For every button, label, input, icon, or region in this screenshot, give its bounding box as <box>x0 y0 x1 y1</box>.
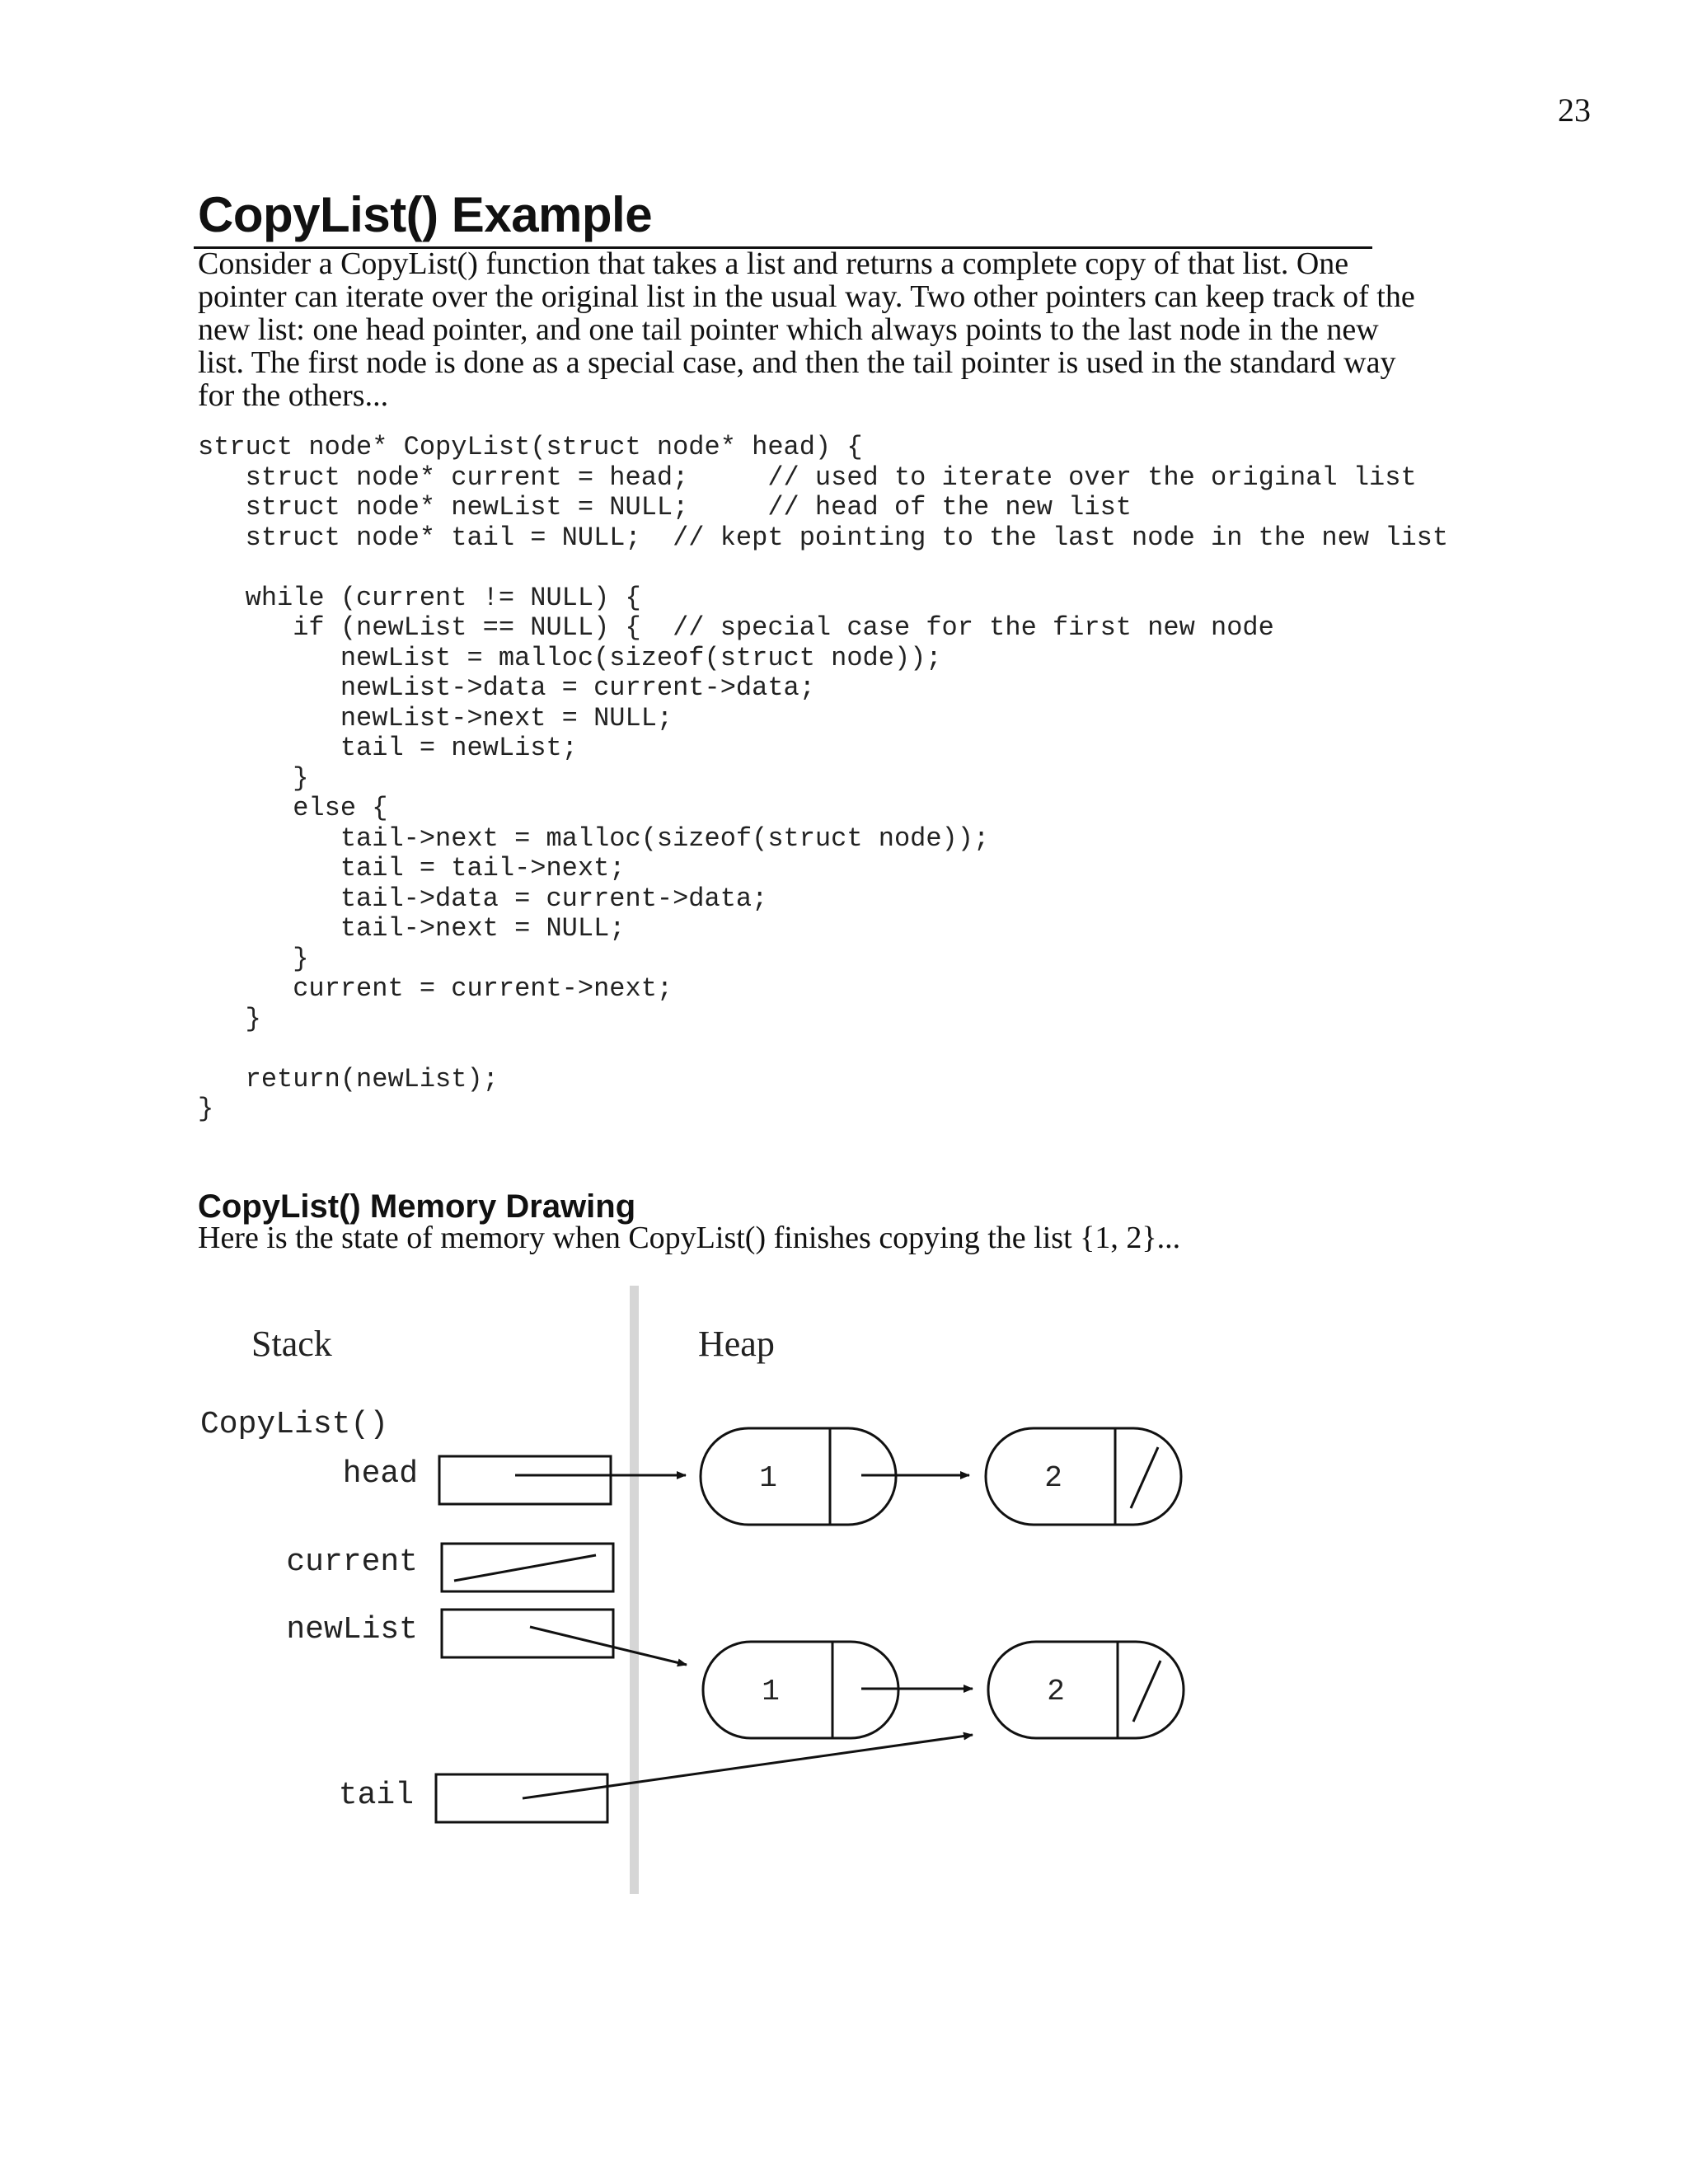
var-label-current: current <box>286 1544 418 1580</box>
intro-paragraph: Consider a CopyList() function that takes a list and returns a complete copy of that list. One pointer can iterate over the original list in the usual way. Two other pointers can keep track of the new list: one head pointer, and one tail pointer which always points to the last node in the new list. The first node is done as a special case, and then the tail pointer is used in the standard way for the others... <box>198 246 1415 413</box>
memory-diagram <box>0 1269 1688 1929</box>
page-number: 23 <box>1558 91 1591 129</box>
new-node-2-value: 2 <box>1047 1675 1065 1708</box>
new-node-1-value: 1 <box>762 1675 780 1708</box>
null-slash-original-tail <box>1131 1447 1158 1508</box>
original-node-2 <box>986 1428 1181 1525</box>
null-slash-current <box>454 1555 596 1581</box>
var-label-tail: tail <box>338 1778 414 1813</box>
var-label-newList: newList <box>286 1612 418 1647</box>
var-label-head: head <box>342 1456 418 1492</box>
var-box-newList <box>442 1610 613 1657</box>
var-box-head <box>439 1456 611 1504</box>
original-node-2-value: 2 <box>1044 1461 1062 1495</box>
code-listing: struct node* CopyList(struct node* head) { struct node* current = head; // used to iterate over the original list struct node* newList = NULL; // head of the new list struct node* tail = NULL; // kept pointing to the last node in the new list while (current != NULL) { if (newList == NULL) { // special case for the first new node newList = malloc(sizeof(struct node)); newList->data = current->data; newList->next = NULL; tail = newList; } else { tail->next = malloc(sizeof(struct node)); tail = tail->next; tail->data = current->data; tail->next = NULL; } current = current->next; } return(newList); } <box>198 432 1449 1124</box>
newList-pointer-arrow <box>530 1627 687 1665</box>
stack-label: Stack <box>251 1324 332 1364</box>
heap-label: Heap <box>698 1324 775 1364</box>
var-box-tail <box>436 1774 607 1822</box>
stack-heap-divider <box>630 1286 639 1894</box>
function-frame-label: CopyList() <box>200 1407 389 1442</box>
new-node-2 <box>988 1642 1184 1738</box>
memory-drawing-description: Here is the state of memory when CopyList() finishes copying the list {1, 2}... <box>198 1221 1181 1255</box>
tail-pointer-arrow <box>523 1735 973 1798</box>
original-node-1-value: 1 <box>759 1461 777 1495</box>
null-slash-new-tail <box>1133 1661 1160 1722</box>
memory-drawing-title: CopyList() Memory Drawing <box>198 1188 636 1225</box>
section-title: CopyList() Example <box>198 187 653 242</box>
